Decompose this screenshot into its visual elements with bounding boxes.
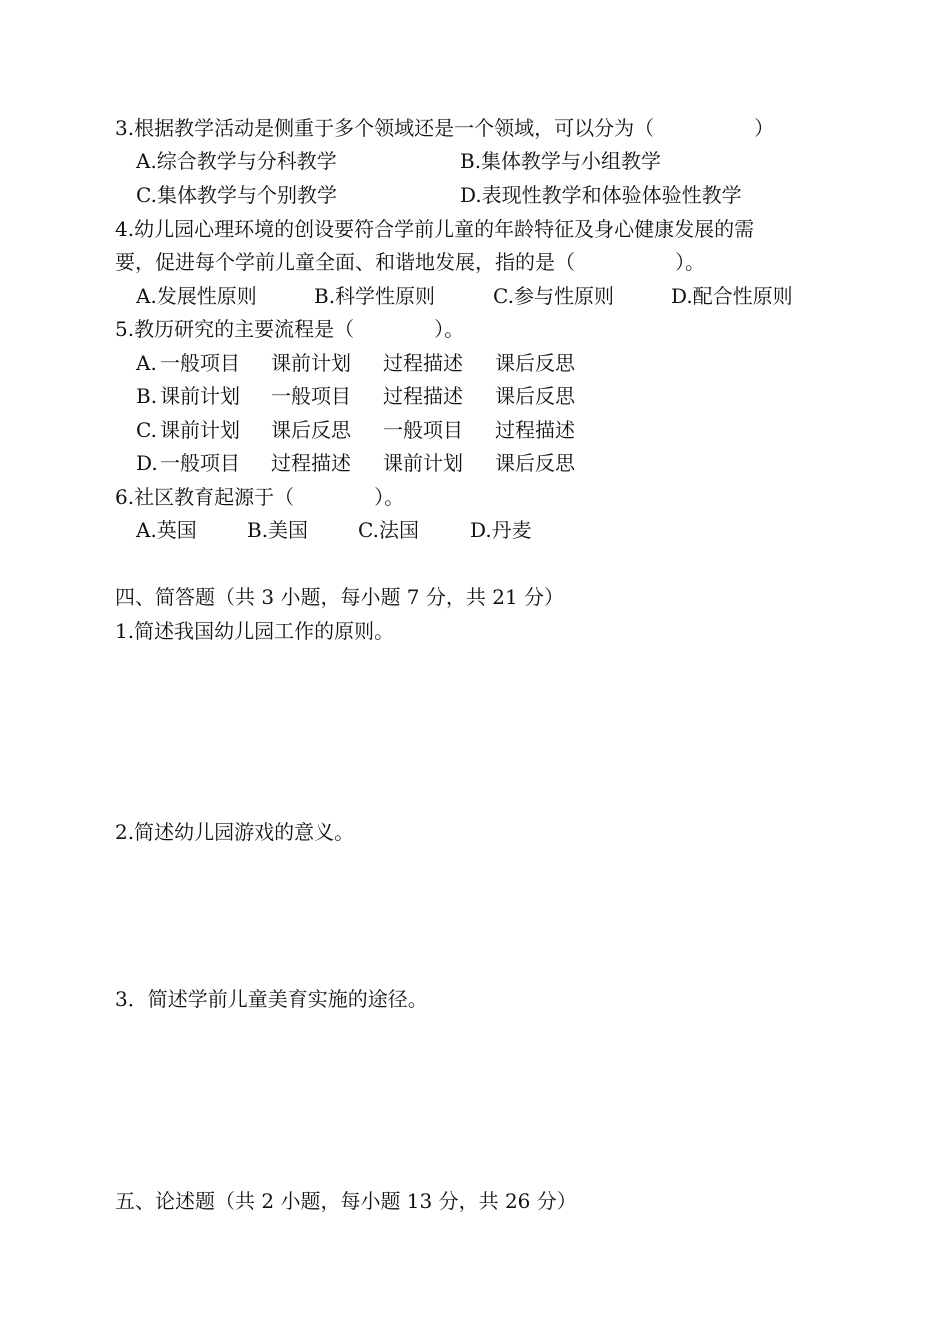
q5-step: 过程描述 — [495, 418, 575, 442]
q4-option-d: D.配合性原则 — [671, 284, 793, 308]
q5-step: 一般项目 — [160, 351, 240, 375]
q4-option-b: B.科学性原则 — [314, 284, 436, 308]
q5-step: 一般项目 — [383, 418, 463, 442]
q5-step: 课前计划 — [160, 418, 240, 442]
q4-stem-line1: 4.幼儿园心理环境的创设要符合学前儿童的年龄特征及身心健康发展的需 — [115, 217, 755, 241]
section5-heading: 五、论述题（共 2 小题，每小题 13 分，共 26 分） — [115, 1189, 577, 1213]
q5-option-label: B. — [136, 384, 158, 408]
q5-step: 课前计划 — [160, 384, 240, 408]
q3-option-c: C.集体教学与个别教学 — [136, 183, 337, 207]
q4-option-c: C.参与性原则 — [493, 284, 614, 308]
q5-option-c — [136, 416, 575, 444]
q6-option-a: A.英国 — [136, 518, 197, 542]
q5-step: 课后反思 — [495, 451, 575, 475]
q5-option-a — [136, 349, 575, 377]
q6-stem: 6.社区教育起源于（ ）。 — [115, 485, 405, 509]
q5-step: 一般项目 — [160, 451, 240, 475]
section4-question-2: 2.简述幼儿园游戏的意义。 — [115, 820, 355, 844]
section4-question-1: 1.简述我国幼儿园工作的原则。 — [115, 619, 395, 643]
q3-stem: 3.根据教学活动是侧重于多个领域还是一个领域，可以分为（ ） — [115, 116, 775, 140]
q5-option-label: A. — [136, 351, 157, 375]
q5-option-label: C. — [136, 418, 157, 442]
q6-option-b: B.美国 — [247, 518, 309, 542]
q3-option-d: D.表现性教学和体验体验性教学 — [460, 183, 742, 207]
q5-step: 课后反思 — [271, 418, 351, 442]
q5-step: 课后反思 — [495, 384, 575, 408]
q5-step: 一般项目 — [271, 384, 351, 408]
q3-option-b: B.集体教学与小组教学 — [460, 149, 662, 173]
q5-step: 课后反思 — [495, 351, 575, 375]
q4-stem-line2: 要，促进每个学前儿童全面、和谐地发展，指的是（ ）。 — [115, 250, 705, 274]
q3-option-a: A.综合教学与分科教学 — [136, 149, 337, 173]
q5-option-b — [136, 382, 575, 410]
section4-question-3: 3．简述学前儿童美育实施的途径。 — [115, 987, 428, 1011]
q5-step: 过程描述 — [383, 384, 463, 408]
q5-option-d — [136, 449, 575, 477]
q5-step: 过程描述 — [383, 351, 463, 375]
q5-stem: 5.教历研究的主要流程是（ ）。 — [115, 317, 465, 341]
q5-step: 课前计划 — [383, 451, 463, 475]
q6-option-c: C.法国 — [358, 518, 419, 542]
q5-step: 课前计划 — [271, 351, 351, 375]
q5-option-label: D. — [136, 451, 158, 475]
q4-option-a: A.发展性原则 — [136, 284, 257, 308]
q5-step: 过程描述 — [271, 451, 351, 475]
section4-heading: 四、简答题（共 3 小题，每小题 7 分，共 21 分） — [115, 585, 565, 609]
q6-option-d: D.丹麦 — [470, 518, 532, 542]
